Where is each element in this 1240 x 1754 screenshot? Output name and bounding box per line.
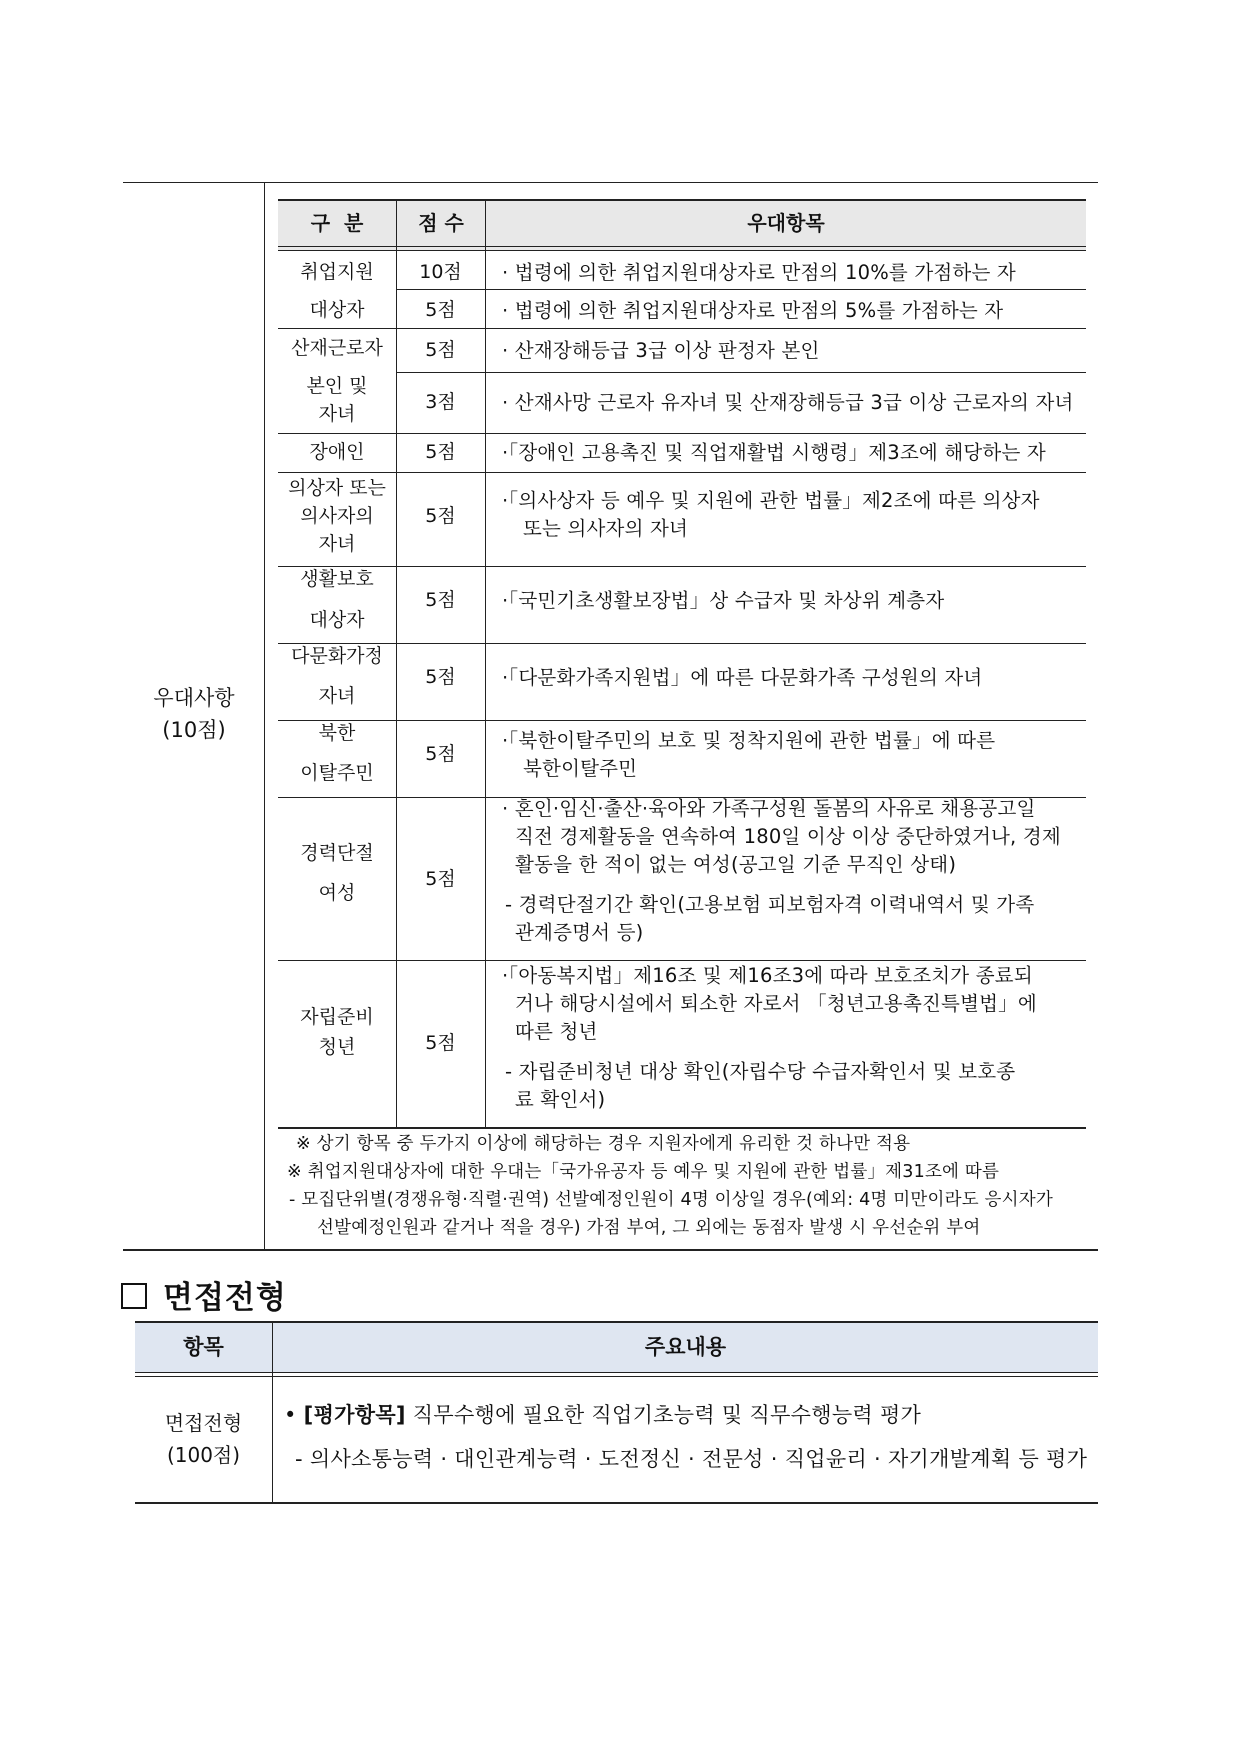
interview-header-rule-2	[135, 1376, 1098, 1377]
row-rule	[278, 328, 1086, 329]
row-category: 경력단절	[300, 842, 374, 864]
row-item: ·「아동복지법」제16조 및 제16조3에 따라 보호조치가 종료되	[502, 964, 1033, 987]
row-rule	[278, 566, 1086, 567]
row-score: 10점	[419, 261, 462, 283]
row-item: - 경력단절기간 확인(고용보험 피보험자격 이력내역서 및 가족	[505, 893, 1035, 916]
row-category: 다문화가정	[291, 645, 383, 667]
interview-header-item: 항목	[183, 1334, 224, 1359]
row-category: 대상자	[309, 609, 365, 631]
row-item: 직전 경제활동을 연속하여 180일 이상 이상 중단하였거나, 경제	[515, 825, 1061, 848]
preference-label-points: (10점)	[162, 718, 226, 742]
evaluation-items-label: [평가항목]	[303, 1403, 406, 1427]
row-score: 5점	[425, 1032, 456, 1054]
row-score: 5점	[425, 505, 456, 527]
row-item: ·「다문화가족지원법」에 따른 다문화가족 구성원의 자녀	[502, 666, 983, 689]
col-divider-2	[485, 199, 486, 1127]
row-category: 산재근로자	[291, 337, 383, 359]
inner-header-rule-2	[278, 250, 1086, 251]
row-rule	[278, 433, 1086, 434]
row-rule	[278, 720, 1086, 721]
row-item: 거나 해당시설에서 퇴소한 자로서 「청년고용촉진특별법」에	[515, 992, 1037, 1015]
header-score: 점 수	[418, 210, 464, 235]
row-category: 여성	[318, 882, 356, 904]
section-title: 면접전형	[163, 1280, 287, 1316]
row-item: 또는 의사자의 자녀	[523, 517, 689, 540]
row-score: 5점	[425, 868, 456, 890]
row-item: · 법령에 의한 취업지원대상자로 만점의 10%를 가점하는 자	[502, 261, 1016, 284]
evaluation-items-text: 직무수행에 필요한 직업기초능력 및 직무수행능력 평가	[405, 1403, 922, 1427]
row-rule	[278, 960, 1086, 961]
row-item: 활동을 한 적이 없는 여성(공고일 기준 무직인 상태)	[515, 853, 957, 876]
row-item: 북한이탈주민	[523, 757, 638, 780]
row-rule	[278, 472, 1086, 473]
row-score: 5점	[425, 666, 456, 688]
interview-bullet	[284, 1400, 921, 1430]
header-items: 우대항목	[747, 210, 825, 235]
outer-divider	[264, 182, 265, 1249]
row-category: 이탈주민	[300, 762, 374, 784]
row-category: 자녀	[318, 533, 356, 555]
row-category: 장애인	[309, 441, 365, 463]
row-rule	[278, 643, 1086, 644]
row-score: 5점	[425, 441, 456, 463]
row-category: 자녀	[318, 685, 356, 707]
row-category: 취업지원	[300, 261, 374, 283]
row-item: ·「북한이탈주민의 보호 및 정착지원에 관한 법률」에 따른	[502, 729, 996, 752]
checkbox-square-icon	[121, 1283, 147, 1309]
note-line: ※ 취업지원대상자에 대한 우대는「국가유공자 등 예우 및 지원에 관한 법률」제31조에 따름	[287, 1162, 1000, 1182]
row-score: 5점	[425, 339, 456, 361]
row-score: 5점	[425, 743, 456, 765]
row-category: 자녀	[318, 403, 356, 425]
row-score: 5점	[425, 299, 456, 321]
row-rule	[396, 372, 1086, 373]
preference-label-title: 우대사항	[153, 686, 235, 710]
row-rule	[396, 289, 1086, 290]
row-item: ·「장애인 고용촉진 및 직업재활법 시행령」제3조에 해당하는 자	[502, 441, 1046, 464]
outer-bottom-rule	[123, 1249, 1098, 1251]
row-category: 대상자	[309, 299, 365, 321]
row-category: 의상자 또는	[288, 477, 386, 499]
note-line: 선발예정인원과 같거나 적을 경우) 가점 부여, 그 외에는 동점자 발생 시 우선순위 부여	[317, 1218, 981, 1238]
row-item: · 산재장해등급 3급 이상 판정자 본인	[502, 339, 820, 362]
row-category: 본인 및	[306, 375, 368, 397]
row-category: 생활보호	[300, 568, 374, 590]
bullet-dot-icon: •	[284, 1403, 304, 1427]
row-item: · 산재사망 근로자 유자녀 및 산재장해등급 3급 이상 근로자의 자녀	[502, 391, 1074, 414]
interview-header-rule-1	[135, 1372, 1098, 1373]
row-item: · 혼인·임신·출산·육아와 가족구성원 돌봄의 사유로 채용공고일	[502, 797, 1036, 820]
header-category: 구 분	[310, 210, 364, 235]
row-item: 관계증명서 등)	[515, 921, 644, 944]
interview-sub-item: - 의사소통능력 · 대인관계능력 · 도전정신 · 전문성 · 직업윤리 · 자기개발계획 등 평가	[295, 1447, 1088, 1471]
note-line: ※ 상기 항목 중 두가지 이상에 해당하는 경우 지원자에게 유리한 것 하나만 적용	[296, 1134, 911, 1154]
row-item: 료 확인서)	[515, 1088, 606, 1111]
note-line: - 모집단위별(경쟁유형·직렬·권역) 선발예정인원이 4명 이상일 경우(예외: 4명 미만이라도 응시자가	[289, 1190, 1053, 1210]
row-category: 북한	[318, 722, 356, 744]
row-item: · 법령에 의한 취업지원대상자로 만점의 5%를 가점하는 자	[502, 299, 1004, 322]
row-category: 자립준비	[300, 1006, 374, 1028]
interview-bottom-rule	[135, 1502, 1098, 1504]
row-score: 5점	[425, 589, 456, 611]
row-item: 따른 청년	[515, 1020, 598, 1043]
row-score: 3점	[425, 391, 456, 413]
row-category: 청년	[318, 1036, 356, 1058]
row-item: ·「국민기초생활보장법」상 수급자 및 차상위 계층자	[502, 589, 945, 612]
preference-label	[124, 680, 264, 748]
outer-top-rule	[123, 182, 1098, 183]
inner-bottom-rule	[278, 1127, 1086, 1129]
row-item: - 자립준비청년 대상 확인(자립수당 수급자확인서 및 보호종	[505, 1060, 1016, 1083]
row-category: 의사자의	[300, 505, 374, 527]
inner-header-rule-1	[278, 246, 1086, 247]
interview-row-label-points: (100점)	[166, 1443, 241, 1467]
row-item: ·「의사상자 등 예우 및 지원에 관한 법률」제2조에 따른 의상자	[502, 489, 1040, 512]
interview-row-label	[135, 1404, 272, 1474]
interview-header-content: 주요내용	[644, 1334, 727, 1359]
interview-row-label-title: 면접전형	[164, 1411, 243, 1435]
